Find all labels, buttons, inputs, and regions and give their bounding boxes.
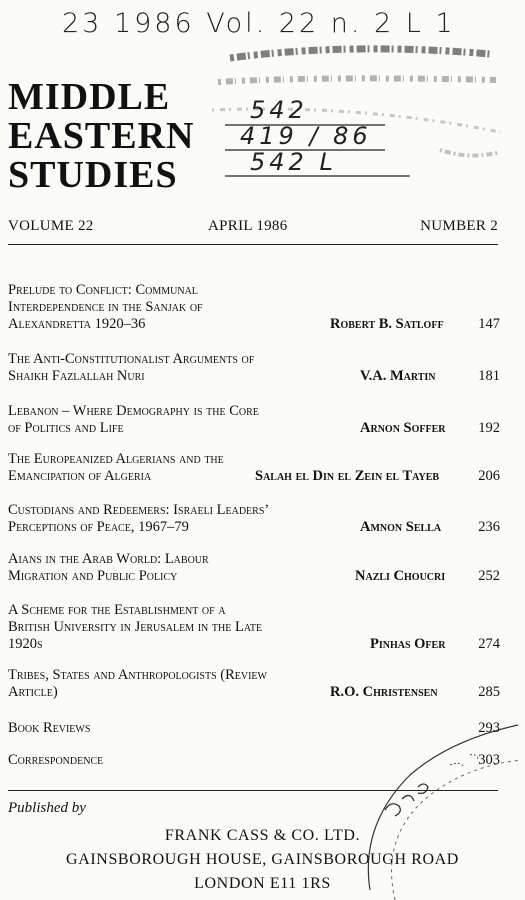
toc-author: Arnon Soffer — [360, 420, 446, 436]
library-stamp — [200, 40, 510, 190]
toc-title-line: British University in Jerusalem in the Late — [8, 619, 263, 635]
toc-title-line: Article) — [8, 684, 58, 700]
toc-title-line: Alexandretta 1920–36 — [8, 316, 146, 332]
toc-page-number: 285 — [478, 684, 500, 700]
divider — [8, 244, 498, 245]
toc-title-line: of Politics and Life — [8, 420, 124, 436]
toc-title-line: Custodians and Redeemers: Israeli Leaders’ — [8, 502, 270, 518]
published-by-label: Published by — [8, 800, 86, 816]
toc-title-line: Migration and Public Policy — [8, 568, 178, 584]
toc-title-line: Prelude to Conflict: Communal — [8, 282, 198, 298]
toc-entry — [8, 602, 500, 653]
toc-title-line: 1920s — [8, 636, 43, 652]
journal-title — [8, 78, 195, 195]
toc-page-number: 236 — [478, 519, 500, 535]
publisher-address-line-2: LONDON E11 1RS — [194, 875, 331, 892]
toc-title-line: Tribes, States and Anthropologists (Review — [8, 667, 267, 683]
publisher-address-line-1: GAINSBOROUGH HOUSE, GAINSBOROUGH ROAD — [66, 851, 459, 868]
toc-title-line: Emancipation of Algeria — [8, 468, 152, 484]
toc-page-number: 293 — [478, 720, 500, 736]
toc-entry — [8, 403, 500, 437]
toc-title-line: Aians in the Arab World: Labour — [8, 551, 209, 567]
toc-author: Amnon Sella — [360, 519, 442, 535]
toc-entry — [8, 282, 500, 333]
issue-number: NUMBER 2 — [420, 218, 498, 234]
circular-stamp — [300, 715, 525, 900]
toc-page-number: 303 — [478, 752, 500, 768]
toc-author: Pinhas Ofer — [370, 636, 446, 652]
title-line-2: EASTERN — [8, 115, 195, 157]
toc-title-line: A Scheme for the Establishment of a — [8, 602, 226, 618]
toc-page-number: 206 — [478, 468, 500, 484]
toc-title-line: The Europeanized Algerians and the — [8, 451, 224, 467]
toc-entry — [8, 667, 500, 701]
toc-entry — [8, 551, 500, 585]
toc-title-line: Perceptions of Peace, 1967–79 — [8, 519, 189, 535]
toc-title-line: Lebanon – Where Demography is the Core — [8, 403, 259, 419]
handwritten-number-3: 542 L — [250, 148, 337, 176]
toc-author: Nazli Choucri — [355, 568, 446, 584]
toc-entry — [8, 351, 500, 385]
toc-page-number: 274 — [478, 636, 500, 652]
toc-page-number: 252 — [478, 568, 500, 584]
title-line-1: MIDDLE — [8, 76, 171, 118]
toc-title-line: The Anti-Constitutionalist Arguments of — [8, 351, 255, 367]
toc-author: V.A. Martin — [360, 368, 436, 384]
handwritten-catalog-note: 23 1986 Vol. 22 n. 2 L 1 — [62, 8, 456, 39]
toc-title-line: Correspondence — [8, 752, 104, 768]
toc-title-line: Interdependence in the Sanjak of — [8, 299, 203, 315]
issue-date: APRIL 1986 — [208, 218, 288, 234]
title-line-3: STUDIES — [8, 154, 178, 196]
toc-title-line: Shaikh Fazlallah Nuri — [8, 368, 145, 384]
handwritten-number-2: 419 / 86 — [240, 122, 372, 150]
publisher-name: FRANK CASS & CO. LTD. — [164, 827, 361, 844]
toc-author: R.O. Christensen — [330, 684, 438, 700]
toc-page-number: 181 — [478, 368, 500, 384]
issue-volume: VOLUME 22 — [8, 218, 94, 234]
toc-author: Salah el Din el Zein el Tayeb — [255, 468, 440, 484]
toc-entry — [8, 502, 500, 536]
handwritten-number-1: 542 — [250, 96, 308, 124]
toc-title-line: Book Reviews — [8, 720, 91, 736]
toc-author: Robert B. Satloff — [330, 316, 444, 332]
toc-entry — [8, 451, 500, 485]
toc-page-number: 192 — [478, 420, 500, 436]
toc-page-number: 147 — [478, 316, 500, 332]
